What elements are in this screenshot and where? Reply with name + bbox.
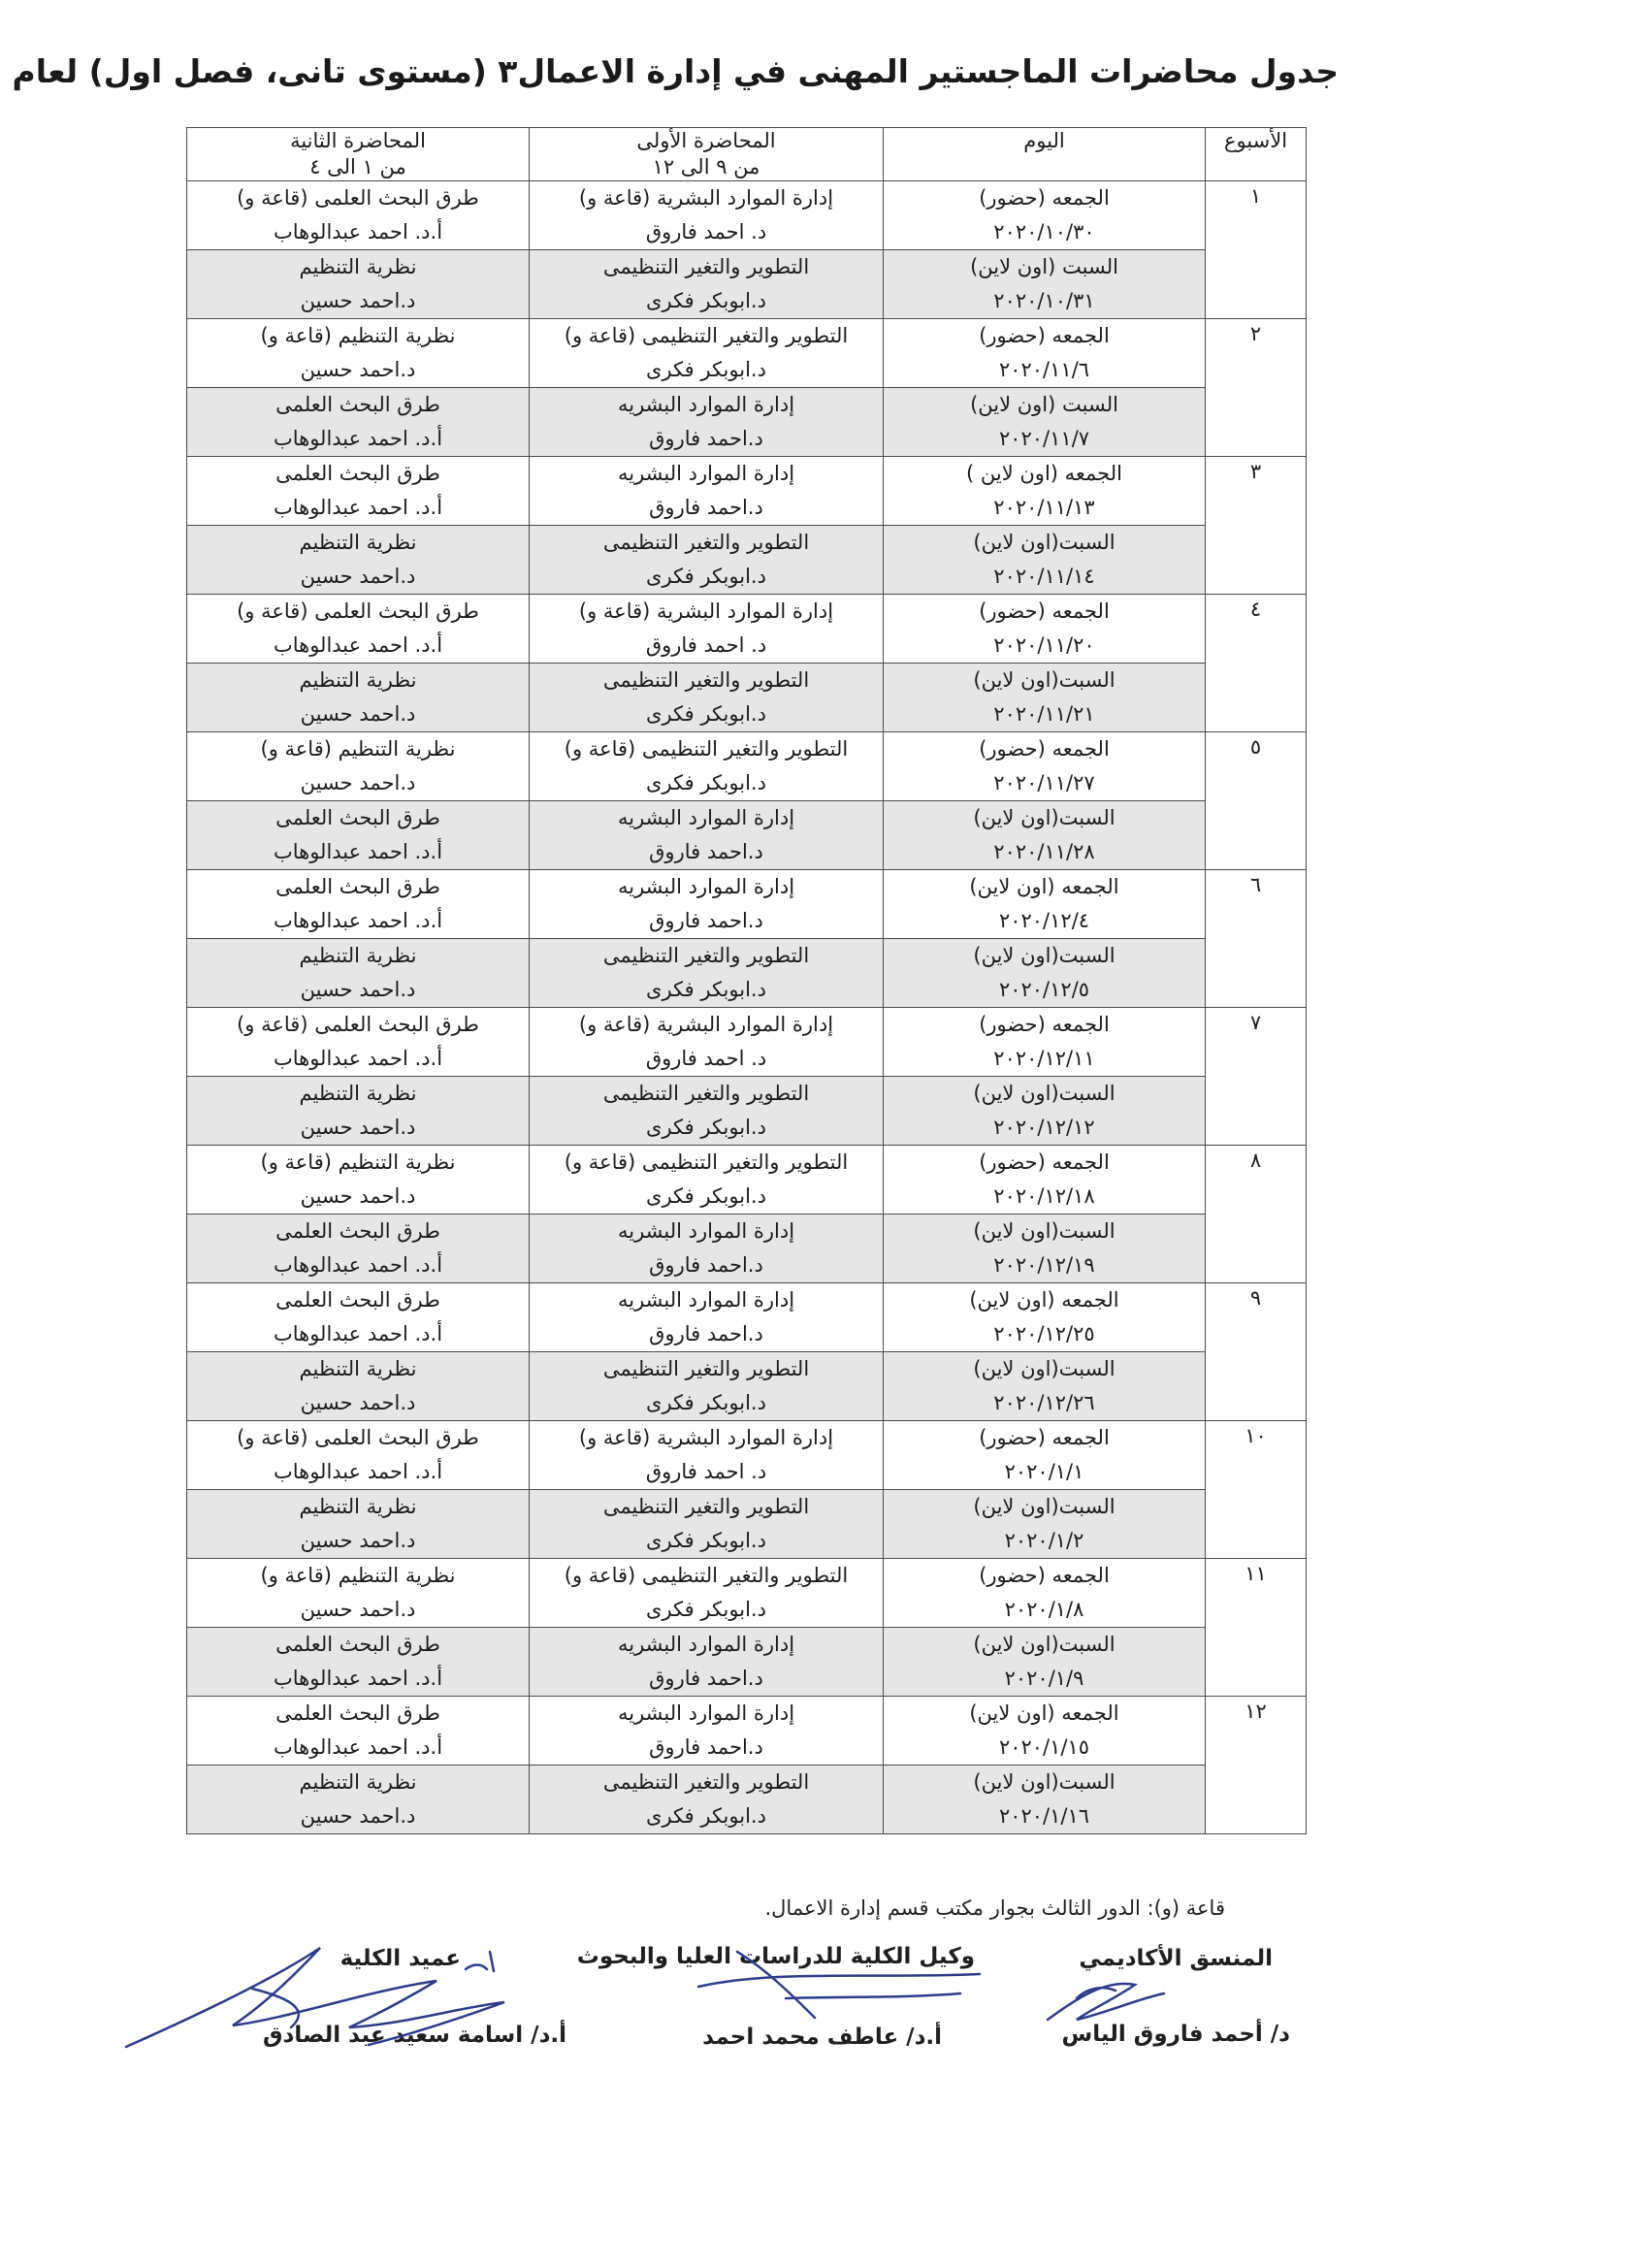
coordinator-title: المنسق الأكاديمي	[1079, 1946, 1273, 1971]
week-number: ٨	[1206, 1146, 1307, 1283]
session-date: ٢٠٢٠/١١/٢٠	[993, 633, 1095, 657]
second-lecture-course: نظرية التنظيم	[299, 668, 417, 692]
second-lecture-lecturer: د.احمد حسين	[300, 1116, 416, 1139]
week-number: ١	[1206, 181, 1307, 319]
first-lecture-lecturer: د.احمد فاروق	[649, 1322, 763, 1345]
week-number: ٧	[1206, 1008, 1307, 1146]
session-date: ٢٠٢٠/١١/٢٨	[993, 840, 1095, 863]
second-lecture-course: طرق البحث العلمى (قاعة و)	[237, 1426, 479, 1449]
second-lecture-course: طرق البحث العلمى	[275, 1701, 440, 1725]
day-label: السبت(اون لاين)	[973, 1770, 1116, 1794]
session-date: ٢٠٢٠/١٠/٣١	[993, 289, 1095, 312]
day-label: السبت(اون لاين)	[973, 1495, 1116, 1518]
first-lecture-course: إدارة الموارد البشرية (قاعة و)	[578, 599, 834, 623]
first-lecture-lecturer: د.ابوبكر فكرى	[646, 1391, 766, 1414]
first-lecture-lecturer: د.احمد فاروق	[649, 427, 763, 450]
week-number: ٤	[1206, 595, 1307, 732]
second-lecture-course: نظرية التنظيم	[299, 255, 417, 278]
first-lecture-lecturer: د.احمد فاروق	[649, 1667, 763, 1690]
session-date: ٢٠٢٠/١١/٢١	[993, 702, 1095, 726]
first-lecture-course: إدارة الموارد البشريه	[617, 462, 795, 485]
document-title: جدول محاضرات الماجستير المهنى في إدارة الاعمال٣ (مستوى تانى، فصل اول) لعام	[12, 52, 1339, 90]
first-lecture-lecturer: د.ابوبكر فكرى	[646, 1529, 766, 1552]
first-lecture-course: إدارة الموارد البشريه	[617, 1633, 795, 1656]
first-lecture-lecturer: د.ابوبكر فكرى	[646, 771, 766, 794]
second-lecture-lecturer: د.احمد حسين	[300, 565, 416, 588]
first-lecture-course: إدارة الموارد البشريه	[617, 875, 795, 898]
session-date: ٢٠٢٠/١٢/١٩	[993, 1253, 1095, 1277]
day-label: الجمعه (حضور)	[979, 324, 1110, 347]
session-date: ٢٠٢٠/١٢/٤	[998, 909, 1090, 932]
session-date: ٢٠٢٠/١١/٧	[998, 427, 1090, 450]
second-lecture-lecturer: د.احمد حسين	[300, 1804, 416, 1828]
day-label: الجمعه (حضور)	[979, 1426, 1110, 1449]
second-lecture-lecturer: أ.د. احمد عبدالوهاب	[273, 1253, 443, 1277]
session-date: ٢٠٢٠/١٢/١٢	[993, 1116, 1095, 1139]
first-lecture-course: التطوير والتغير التنظيمى	[602, 1082, 810, 1105]
day-label: الجمعه (اون لاين)	[969, 1701, 1119, 1725]
day-label: الجمعه (حضور)	[979, 1013, 1110, 1036]
first-lecture-lecturer: د.ابوبكر فكرى	[646, 289, 766, 312]
coordinator-signature	[1048, 1984, 1164, 2020]
second-lecture-lecturer: أ.د. احمد عبدالوهاب	[273, 1460, 443, 1483]
day-label: السبت(اون لاين)	[973, 668, 1116, 692]
session-date: ٢٠٢٠/١/٢	[1004, 1529, 1084, 1552]
first-lecture-lecturer: د.احمد فاروق	[649, 909, 763, 932]
second-lecture-course: نظرية التنظيم (قاعة و)	[260, 737, 456, 761]
session-date: ٢٠٢٠/١/١	[1004, 1460, 1084, 1483]
session-date: ٢٠٢٠/١٠/٣٠	[993, 220, 1095, 243]
day-label: الجمعه (اون لاين)	[969, 875, 1119, 898]
first-lecture-lecturer: د.ابوبكر فكرى	[646, 1598, 766, 1621]
second-lecture-course: طرق البحث العلمى	[275, 462, 440, 485]
second-lecture-course: نظرية التنظيم (قاعة و)	[260, 1150, 456, 1174]
second-lecture-lecturer: أ.د. احمد عبدالوهاب	[273, 220, 443, 243]
first-lecture-lecturer: د.ابوبكر فكرى	[646, 1116, 766, 1139]
first-lecture-course: إدارة الموارد البشرية (قاعة و)	[578, 186, 834, 210]
first-lecture-lecturer: د.احمد فاروق	[649, 1735, 763, 1759]
second-lecture-course: طرق البحث العلمى	[275, 1219, 440, 1243]
week-number: ١٢	[1206, 1697, 1307, 1834]
day-label: السبت(اون لاين)	[973, 1357, 1116, 1380]
day-label: الجمعه (اون لاين )	[966, 462, 1122, 485]
vice-dean-title: وكيل الكلية للدراسات العليا والبحوث	[576, 1944, 975, 1969]
first-lecture-lecturer: د. احمد فاروق	[645, 633, 767, 657]
second-lecture-course: نظرية التنظيم	[299, 1495, 417, 1518]
first-lecture-lecturer: د. احمد فاروق	[645, 1047, 767, 1070]
first-lecture-lecturer: د.احمد فاروق	[649, 1253, 763, 1277]
first-lecture-course: التطوير والتغير التنظيمى	[602, 255, 810, 278]
first-lecture-course: إدارة الموارد البشرية (قاعة و)	[578, 1426, 834, 1449]
second-lecture-lecturer: د.احمد حسين	[300, 358, 416, 381]
dean-title: عميد الكلية	[340, 1946, 461, 1971]
session-date: ٢٠٢٠/١٢/٢٦	[993, 1391, 1095, 1414]
session-date: ٢٠٢٠/١/١٥	[998, 1735, 1090, 1759]
week-number: ٦	[1206, 870, 1307, 1008]
first-lecture-course: إدارة الموارد البشريه	[617, 1219, 795, 1243]
dean-signature-mark	[466, 1952, 494, 1971]
second-lecture-course: طرق البحث العلمى	[275, 806, 440, 829]
first-lecture-course: التطوير والتغير التنظيمى (قاعة و)	[564, 1564, 849, 1587]
header-second-lecture-title: المحاضرة الثانية	[290, 129, 426, 152]
week-number: ٢	[1206, 319, 1307, 457]
session-date: ٢٠٢٠/١/٩	[1004, 1667, 1084, 1690]
room-note: قاعة (و): الدور الثالث بجوار مكتب قسم إدارة الاعمال.	[764, 1896, 1225, 1920]
second-lecture-lecturer: أ.د. احمد عبدالوهاب	[273, 427, 443, 450]
first-lecture-lecturer: د. احمد فاروق	[645, 220, 767, 243]
first-lecture-course: التطوير والتغير التنظيمى	[602, 668, 810, 692]
first-lecture-lecturer: د.احمد فاروق	[649, 496, 763, 519]
second-lecture-course: نظرية التنظيم	[299, 531, 417, 554]
day-label: الجمعه (حضور)	[979, 737, 1110, 761]
vice-dean-name: أ.د/ عاطف محمد احمد	[702, 2025, 942, 2050]
day-label: الجمعه (حضور)	[979, 1564, 1110, 1587]
second-lecture-lecturer: أ.د. احمد عبدالوهاب	[273, 496, 443, 519]
day-label: الجمعه (اون لاين)	[969, 1288, 1119, 1312]
header-first-lecture-title: المحاضرة الأولى	[636, 129, 776, 152]
second-lecture-course: طرق البحث العلمى	[275, 1633, 440, 1656]
second-lecture-course: نظرية التنظيم	[299, 944, 417, 967]
second-lecture-lecturer: د.احمد حسين	[300, 702, 416, 726]
week-number: ١١	[1206, 1559, 1307, 1697]
day-label: الجمعه (حضور)	[979, 186, 1110, 210]
session-date: ٢٠٢٠/١١/١٤	[993, 565, 1095, 588]
day-label: السبت (اون لاين)	[970, 255, 1118, 278]
second-lecture-lecturer: د.احمد حسين	[300, 771, 416, 794]
session-date: ٢٠٢٠/١٢/١٨	[993, 1184, 1095, 1208]
first-lecture-course: إدارة الموارد البشرية (قاعة و)	[578, 1013, 834, 1036]
second-lecture-course: طرق البحث العلمى	[275, 393, 440, 416]
session-date: ٢٠٢٠/١١/١٣	[993, 496, 1095, 519]
first-lecture-lecturer: د.ابوبكر فكرى	[646, 978, 766, 1001]
week-number: ٩	[1206, 1283, 1307, 1421]
first-lecture-course: إدارة الموارد البشريه	[617, 806, 795, 829]
second-lecture-course: نظرية التنظيم (قاعة و)	[260, 1564, 456, 1587]
second-lecture-lecturer: أ.د. احمد عبدالوهاب	[273, 840, 443, 863]
second-lecture-lecturer: د.احمد حسين	[300, 289, 416, 312]
first-lecture-course: التطوير والتغير التنظيمى	[602, 531, 810, 554]
first-lecture-course: التطوير والتغير التنظيمى	[602, 1495, 810, 1518]
first-lecture-lecturer: د.ابوبكر فكرى	[646, 565, 766, 588]
session-date: ٢٠٢٠/١١/٢٧	[993, 771, 1095, 794]
first-lecture-lecturer: د. احمد فاروق	[645, 1460, 767, 1483]
session-date: ٢٠٢٠/١١/٦	[998, 358, 1090, 381]
second-lecture-lecturer: أ.د. احمد عبدالوهاب	[273, 1047, 443, 1070]
first-lecture-lecturer: د.ابوبكر فكرى	[646, 702, 766, 726]
first-lecture-course: التطوير والتغير التنظيمى	[602, 1770, 810, 1794]
session-date: ٢٠٢٠/١/١٦	[998, 1804, 1090, 1828]
week-number: ٣	[1206, 457, 1307, 595]
first-lecture-course: إدارة الموارد البشريه	[617, 1288, 795, 1312]
first-lecture-lecturer: د.احمد فاروق	[649, 840, 763, 863]
day-label: السبت(اون لاين)	[973, 944, 1116, 967]
day-label: الجمعه (حضور)	[979, 1150, 1110, 1174]
second-lecture-lecturer: أ.د. احمد عبدالوهاب	[273, 1735, 443, 1759]
day-label: السبت(اون لاين)	[973, 1633, 1116, 1656]
day-label: السبت(اون لاين)	[973, 806, 1116, 829]
second-lecture-course: نظرية التنظيم	[299, 1770, 417, 1794]
first-lecture-course: التطوير والتغير التنظيمى (قاعة و)	[564, 1150, 849, 1174]
second-lecture-lecturer: أ.د. احمد عبدالوهاب	[273, 909, 443, 932]
first-lecture-course: إدارة الموارد البشريه	[617, 1701, 795, 1725]
session-date: ٢٠٢٠/١/٨	[1004, 1598, 1084, 1621]
first-lecture-lecturer: د.ابوبكر فكرى	[646, 1804, 766, 1828]
coordinator-name: د/ أحمد فاروق الياس	[1061, 2022, 1290, 2047]
dean-name: أ.د/ اسامة سعيد عبد الصادق	[262, 2023, 566, 2048]
day-label: السبت(اون لاين)	[973, 1219, 1116, 1243]
header-second-lecture-time: من ١ الى ٤	[309, 155, 406, 178]
first-lecture-course: التطوير والتغير التنظيمى	[602, 1357, 810, 1380]
second-lecture-course: نظرية التنظيم	[299, 1357, 417, 1380]
week-number: ٥	[1206, 732, 1307, 870]
session-date: ٢٠٢٠/١٢/٢٥	[993, 1322, 1095, 1345]
first-lecture-lecturer: د.ابوبكر فكرى	[646, 1184, 766, 1208]
header-day: اليوم	[884, 128, 1206, 181]
second-lecture-lecturer: د.احمد حسين	[300, 1391, 416, 1414]
header-first-lecture-time: من ٩ الى ١٢	[652, 155, 760, 178]
second-lecture-course: طرق البحث العلمى (قاعة و)	[237, 599, 479, 623]
session-date: ٢٠٢٠/١٢/١١	[993, 1047, 1095, 1070]
first-lecture-course: التطوير والتغير التنظيمى (قاعة و)	[564, 324, 849, 347]
second-lecture-course: نظرية التنظيم	[299, 1082, 417, 1105]
day-label: السبت(اون لاين)	[973, 1082, 1116, 1105]
header-week: الأسبوع	[1206, 128, 1307, 181]
first-lecture-course: إدارة الموارد البشريه	[617, 393, 795, 416]
day-label: الجمعه (حضور)	[979, 599, 1110, 623]
second-lecture-lecturer: د.احمد حسين	[300, 978, 416, 1001]
second-lecture-course: طرق البحث العلمى	[275, 1288, 440, 1312]
second-lecture-course: طرق البحث العلمى (قاعة و)	[237, 1013, 479, 1036]
second-lecture-lecturer: أ.د. احمد عبدالوهاب	[273, 1322, 443, 1345]
week-number: ١٠	[1206, 1421, 1307, 1559]
session-date: ٢٠٢٠/١٢/٥	[998, 978, 1090, 1001]
second-lecture-lecturer: د.احمد حسين	[300, 1598, 416, 1621]
dean-signature	[126, 1948, 504, 2047]
second-lecture-course: نظرية التنظيم (قاعة و)	[260, 324, 456, 347]
first-lecture-lecturer: د.ابوبكر فكرى	[646, 358, 766, 381]
second-lecture-lecturer: د.احمد حسين	[300, 1529, 416, 1552]
vice-dean-signature	[698, 1952, 980, 2018]
second-lecture-lecturer: د.احمد حسين	[300, 1184, 416, 1208]
second-lecture-course: طرق البحث العلمى (قاعة و)	[237, 186, 479, 210]
first-lecture-course: التطوير والتغير التنظيمى (قاعة و)	[564, 737, 849, 761]
second-lecture-lecturer: أ.د. احمد عبدالوهاب	[273, 633, 443, 657]
second-lecture-course: طرق البحث العلمى	[275, 875, 440, 898]
second-lecture-lecturer: أ.د. احمد عبدالوهاب	[273, 1667, 443, 1690]
day-label: السبت (اون لاين)	[970, 393, 1118, 416]
first-lecture-course: التطوير والتغير التنظيمى	[602, 944, 810, 967]
day-label: السبت(اون لاين)	[973, 531, 1116, 554]
